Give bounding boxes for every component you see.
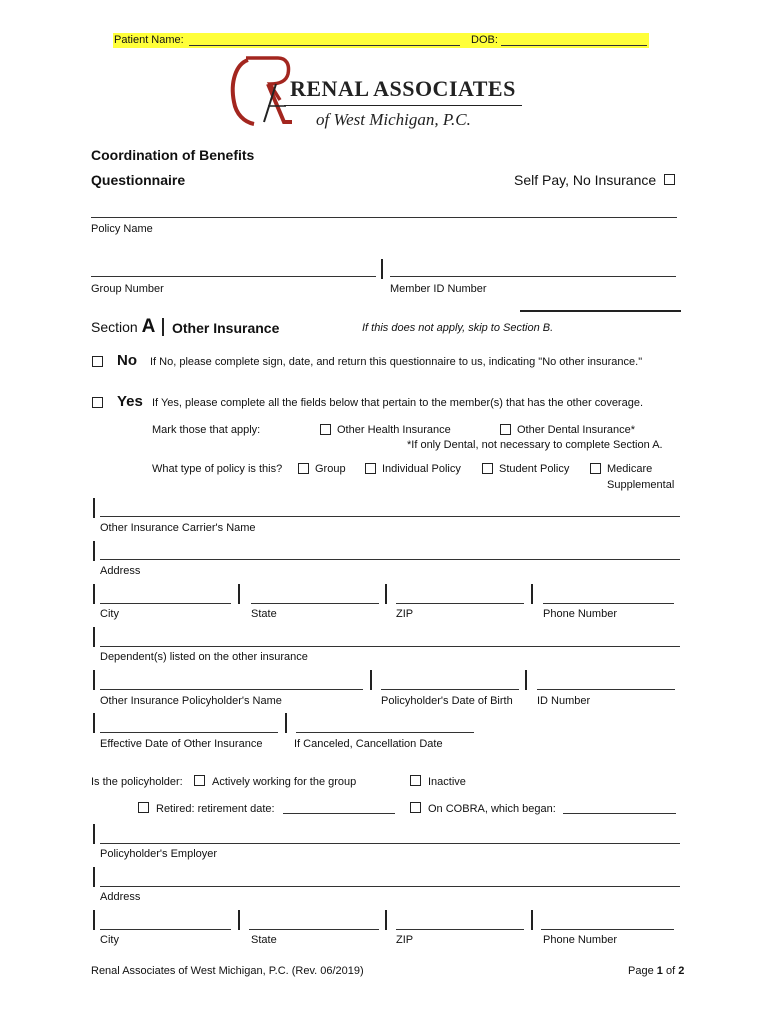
section-a-title: Other Insurance [172,320,280,336]
patient-name-label: Patient Name: [114,34,184,46]
dob-field[interactable] [501,45,647,46]
skip-note: If this does not apply, skip to Section B. [362,322,554,334]
supplemental-type-label: Supplemental [607,479,675,491]
section-letter: A [141,316,156,337]
address-field[interactable] [100,559,680,560]
employer-address-label: Address [100,891,141,903]
student-checkbox[interactable] [482,463,493,474]
no-text: If No, please complete sign, date, and return this questionnaire to us, indicating "No other insurance." [150,356,643,368]
footer-text: Renal Associates of West Michigan, P.C. (Rev. 06/2019) [91,965,364,977]
other-dental-label: Other Dental Insurance* [517,424,636,436]
field-marker [531,910,533,930]
yes-text: If Yes, please complete all the fields below that pertain to the member(s) that has the other coverage. [152,397,644,409]
yes-label: Yes [117,393,143,410]
field-marker [370,670,372,690]
other-dental-checkbox[interactable] [500,424,511,435]
cobra-label: On COBRA, which began: [428,803,556,815]
policy-type-label: What type of policy is this? [152,463,283,475]
carrier-name-field[interactable] [100,516,680,517]
logo-subtitle: of West Michigan, P.C. [316,110,471,129]
group-checkbox[interactable] [298,463,309,474]
logo-rule [284,105,522,106]
field-marker [93,867,95,887]
section-word: Section [91,319,138,335]
field-marker [385,584,387,604]
zip-field[interactable] [396,603,524,604]
medicare-type-label: Medicare [607,463,653,475]
phone-label: Phone Number [543,608,617,620]
section-rule [520,310,681,312]
field-marker [238,910,240,930]
group-number-label: Group Number [91,283,164,295]
self-pay-checkbox[interactable] [664,174,675,185]
employer-state-field[interactable] [249,929,379,930]
state-label: State [251,608,277,620]
mark-label: Mark those that apply: [152,424,261,436]
cobra-date-field[interactable] [563,813,676,814]
member-id-field[interactable] [390,276,676,277]
policyholder-dob-label: Policyholder's Date of Birth [381,695,513,707]
dental-note: *If only Dental, not necessary to complete Section A. [407,439,663,451]
effective-date-label: Effective Date of Other Insurance [100,738,263,750]
medicare-checkbox[interactable] [590,463,601,474]
section-a-heading [91,316,155,338]
cancel-date-field[interactable] [296,732,474,733]
field-marker [93,713,95,733]
employer-zip-label: ZIP [396,934,414,946]
no-label: No [117,352,137,369]
is-policyholder-label: Is the policyholder: [91,776,183,788]
actively-working-checkbox[interactable] [194,775,205,786]
policy-name-field[interactable] [91,217,677,218]
city-label: City [100,608,119,620]
field-marker [525,670,527,690]
id-number-label: ID Number [537,695,591,707]
carrier-name-label: Other Insurance Carrier's Name [100,522,256,534]
cancel-date-label: If Canceled, Cancellation Date [294,738,443,750]
page-current: 1 [656,965,663,977]
state-field[interactable] [251,603,379,604]
policyholder-name-field[interactable] [100,689,363,690]
employer-label: Policyholder's Employer [100,848,218,860]
retired-label: Retired: retirement date: [156,803,275,815]
phone-field[interactable] [543,603,674,604]
self-pay-label: Self Pay, No Insurance [514,172,657,188]
individual-checkbox[interactable] [365,463,376,474]
logo-name: RENAL ASSOCIATES [290,76,516,101]
field-marker [93,910,95,930]
other-health-checkbox[interactable] [320,424,331,435]
page-title: Coordination of Benefits [91,147,255,163]
id-number-field[interactable] [537,689,675,690]
cobra-checkbox[interactable] [410,802,421,813]
retirement-date-field[interactable] [283,813,395,814]
actively-working-label: Actively working for the group [212,776,357,788]
no-checkbox[interactable] [92,356,103,367]
field-marker [93,584,95,604]
dependents-label: Dependent(s) listed on the other insurance [100,651,308,663]
city-field[interactable] [100,603,231,604]
employer-phone-field[interactable] [541,929,674,930]
employer-field[interactable] [100,843,680,844]
page-number [628,965,684,977]
employer-city-field[interactable] [100,929,231,930]
yes-checkbox[interactable] [92,397,103,408]
field-marker [385,910,387,930]
field-marker [93,670,95,690]
dob-label: DOB: [471,34,498,46]
divider [381,259,383,279]
employer-address-field[interactable] [100,886,680,887]
field-marker [93,824,95,844]
field-marker [238,584,240,604]
effective-date-field[interactable] [100,732,278,733]
group-type-label: Group [315,463,346,475]
field-marker [93,498,95,518]
logo [226,54,536,134]
dependents-field[interactable] [100,646,680,647]
page-of: of [665,965,676,977]
policyholder-name-label: Other Insurance Policyholder's Name [100,695,282,707]
section-divider [162,318,164,336]
employer-zip-field[interactable] [396,929,524,930]
page-word: Page [628,965,654,977]
other-health-label: Other Health Insurance [337,424,451,436]
field-marker [531,584,533,604]
employer-phone-label: Phone Number [543,934,617,946]
field-marker [93,541,95,561]
retired-checkbox[interactable] [138,802,149,813]
field-marker [285,713,287,733]
employer-state-label: State [251,934,277,946]
member-id-label: Member ID Number [390,283,487,295]
field-marker [93,627,95,647]
inactive-label: Inactive [428,776,466,788]
group-number-field[interactable] [91,276,376,277]
page-subtitle: Questionnaire [91,172,186,188]
individual-type-label: Individual Policy [382,463,461,475]
page-total: 2 [678,965,685,977]
patient-name-field[interactable] [189,45,460,46]
inactive-checkbox[interactable] [410,775,421,786]
address-label: Address [100,565,141,577]
student-type-label: Student Policy [499,463,570,475]
policy-name-label: Policy Name [91,223,153,235]
policyholder-dob-field[interactable] [381,689,519,690]
zip-label: ZIP [396,608,414,620]
employer-city-label: City [100,934,119,946]
